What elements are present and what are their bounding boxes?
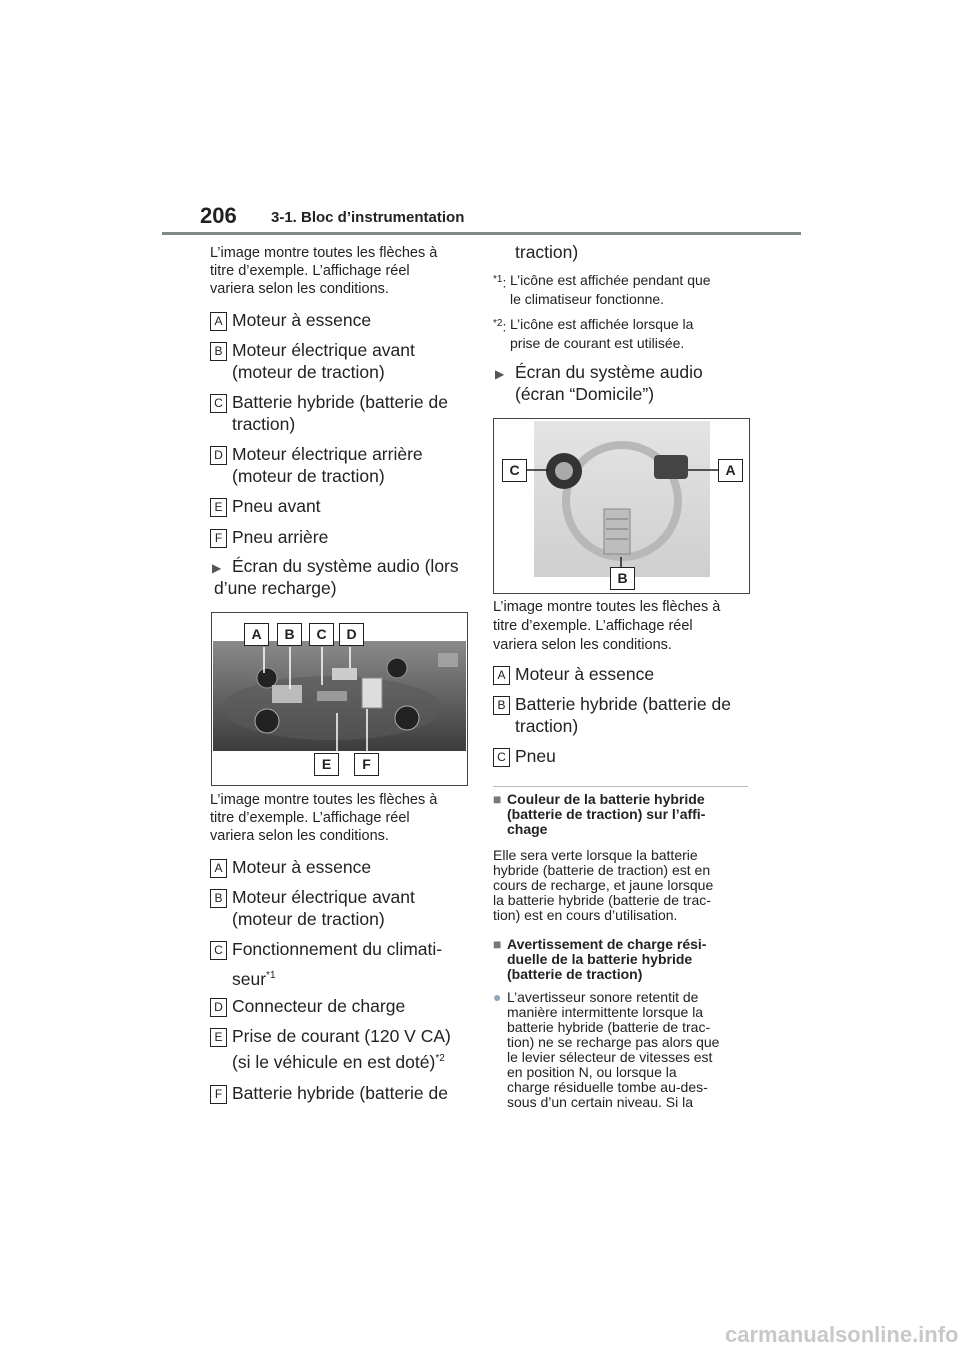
page-number: 206	[200, 203, 237, 228]
section-divider	[493, 786, 748, 787]
label-badge: C	[493, 748, 510, 767]
label-badge: A	[210, 859, 227, 878]
label-badge: C	[210, 941, 227, 960]
square-bullet-icon: ■	[493, 791, 502, 807]
round-bullet-icon: ●	[493, 989, 502, 1005]
callout-a: A	[244, 623, 269, 646]
vehicle-diagram-figure	[211, 612, 468, 786]
label-badge: E	[210, 1028, 227, 1047]
triangle-bullet-icon: ▶	[495, 367, 505, 381]
right-note: L’image montre toutes les flèches à titre d’exemple. L’affichage réel variera selon les conditions.	[493, 599, 721, 653]
callout-c: C	[309, 623, 334, 646]
callout-f: F	[354, 753, 379, 776]
label-badge: E	[210, 498, 227, 517]
section-title: 3-1. Bloc d’instrumentation	[271, 209, 465, 226]
label-badge: D	[210, 998, 227, 1017]
body-battery-color: Elle sera verte lorsque la batterie hybride (batterie de traction) est en cours de recharge, et jaune lorsque la batterie hybride (batterie de trac- tion) est en cours d’utilisation.	[493, 847, 714, 923]
left-note-2: L’image montre toutes les flèches à titre d’exemple. L’affichage réel variera selon les conditions.	[210, 792, 438, 844]
left-note-1: L’image montre toutes les flèches à titre d’exemple. L’affichage réel variera selon les conditions.	[210, 245, 438, 297]
callout-c: C	[502, 459, 527, 482]
callout-e: E	[314, 753, 339, 776]
footnote-2: $^{*2}$: L’icône est affichée lorsque la prise de courant est utilisée.	[493, 316, 694, 351]
square-bullet-icon: ■	[493, 936, 502, 952]
heading-residual-warning: ■ Avertissement de charge rési- duelle de la batterie hybride (batterie de traction)	[493, 936, 707, 982]
watermark: carmanualsonline.info	[725, 1322, 959, 1347]
label-badge: A	[210, 312, 227, 331]
label-badge: B	[493, 696, 510, 715]
callout-d: D	[339, 623, 364, 646]
label-badge: F	[210, 1085, 227, 1104]
right-continuation: traction)	[515, 242, 579, 262]
header-rule	[162, 232, 801, 235]
label-badge: C	[210, 394, 227, 413]
heading-battery-color: ■ Couleur de la batterie hybride (batterie de traction) sur l’affi- chage	[493, 791, 706, 837]
home-screen-figure	[493, 418, 750, 594]
right-subhead: ▶ Écran du système audio (écran “Domicile”)	[495, 362, 703, 404]
callout-b: B	[277, 623, 302, 646]
label-badge: A	[493, 666, 510, 685]
label-badge: B	[210, 889, 227, 908]
callout-a: A	[718, 459, 743, 482]
label-badge: D	[210, 446, 227, 465]
label-badge: F	[210, 529, 227, 548]
label-badge: B	[210, 342, 227, 361]
triangle-bullet-icon: ▶	[212, 561, 222, 575]
callout-b: B	[610, 567, 635, 590]
left-subhead: ▶ Écran du système audio (lors d’une recharge)	[212, 556, 459, 598]
footnote-1: $^{*1}$: L’icône est affichée pendant que le climatiseur fonctionne.	[493, 272, 711, 307]
